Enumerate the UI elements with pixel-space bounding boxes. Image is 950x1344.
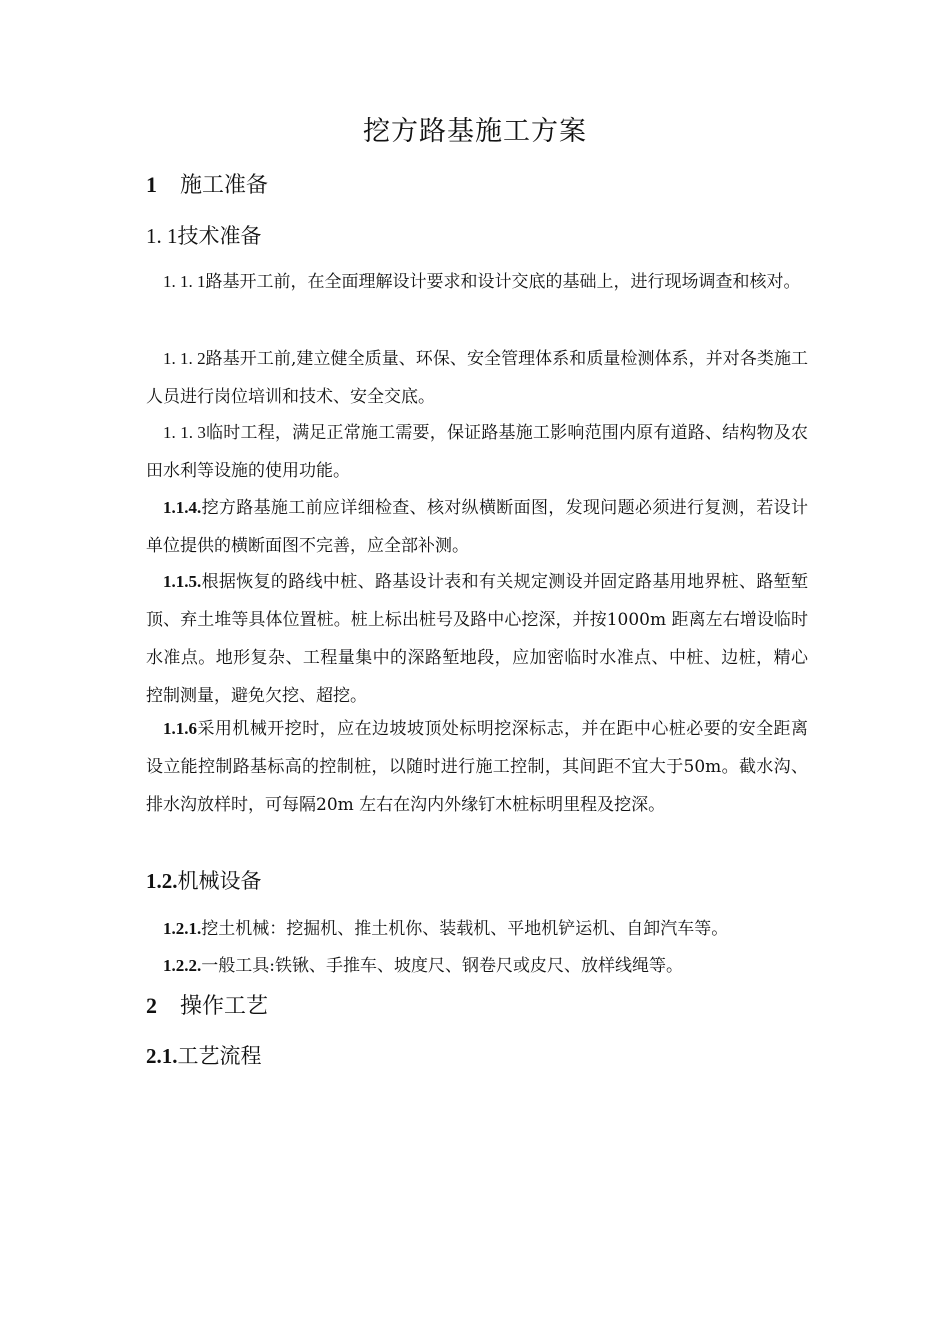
paragraph [146,414,808,490]
paragraph-text: 采用机械开挖时，应在边坡坡顶处标明挖深标志，并在距中心桩必要的安全距离设立能控制路基标高的控制桩，以随时进行施工控制，其间距不宜大于50m。截水沟、排水沟放样时，可每隔20m 左右在沟内外缘钉木桩标明里程及挖深。 [146,719,808,815]
subsection-number: 2.1. [146,1044,178,1068]
paragraph [146,910,808,948]
subsection-title: 技术准备 [177,224,262,248]
paragraph-text: 一般工具:铁锹、手推车、坡度尺、钢卷尺或皮尺、放样线绳等。 [201,956,683,976]
subsection-heading [146,864,262,898]
paragraph [146,489,808,565]
paragraph-text: 根据恢复的路线中桩、路基设计表和有关规定测设并固定路基用地界桩、路堑堑顶、弃土堆等具体位置桩。桩上标出桩号及路中心挖深，并按1000m 距离左右增设临时水准点。地形复杂、工程量集中的深路堑地段，应加密临时水准点、中桩、边桩，精心控制测量，避免欠挖、超挖。 [146,572,808,706]
paragraph [146,710,808,824]
section-number: 2 [146,993,157,1018]
paragraph-number: 1.1.6 [163,719,197,738]
paragraph-text: 路基开工前，在全面理解设计要求和设计交底的基础上，进行现场调查和核对。 [205,272,801,292]
subsection-title: 工艺流程 [177,1044,262,1068]
section-number: 1 [146,172,157,197]
paragraph-number: 1.1.5. [163,572,202,591]
paragraph-number: 1.1.4. [163,498,202,517]
paragraph [146,563,808,715]
paragraph-number: 1. 1. 3 [163,423,206,442]
document-title: 挖方路基施工方案 [363,116,587,147]
paragraph-text: 挖土机械：挖掘机、推土机你、装载机、平地机铲运机、自卸汽车等。 [201,919,729,939]
paragraph-number: 1.2.2. [163,956,202,975]
section-heading [146,168,268,203]
section-title: 施工准备 [180,173,269,198]
section-heading [146,989,268,1024]
subsection-number: 1.2. [146,869,178,893]
paragraph [146,263,808,301]
subsection-number: 1. 1 [146,224,178,248]
subsection-heading [146,1039,262,1073]
paragraph-number: 1. 1. 1 [163,272,206,291]
paragraph [146,947,808,985]
paragraph-text: 挖方路基施工前应详细检查、核对纵横断面图，发现问题必须进行复测，若设计单位提供的横断面图不完善，应全部补测。 [146,498,808,556]
paragraph-text: 临时工程，满足正常施工需要，保证路基施工影响范围内原有道路、结构物及农田水利等设施的使用功能。 [146,423,808,481]
paragraph-text: 路基开工前,建立健全质量、环保、安全管理体系和质量检测体系，并对各类施工人员进行岗位培训和技术、安全交底。 [146,349,809,407]
subsection-title: 机械设备 [177,869,262,893]
paragraph-number: 1.2.1. [163,919,202,938]
subsection-heading [146,219,262,253]
section-title: 操作工艺 [180,994,269,1019]
paragraph [146,340,808,416]
paragraph-number: 1. 1. 2 [163,349,206,368]
